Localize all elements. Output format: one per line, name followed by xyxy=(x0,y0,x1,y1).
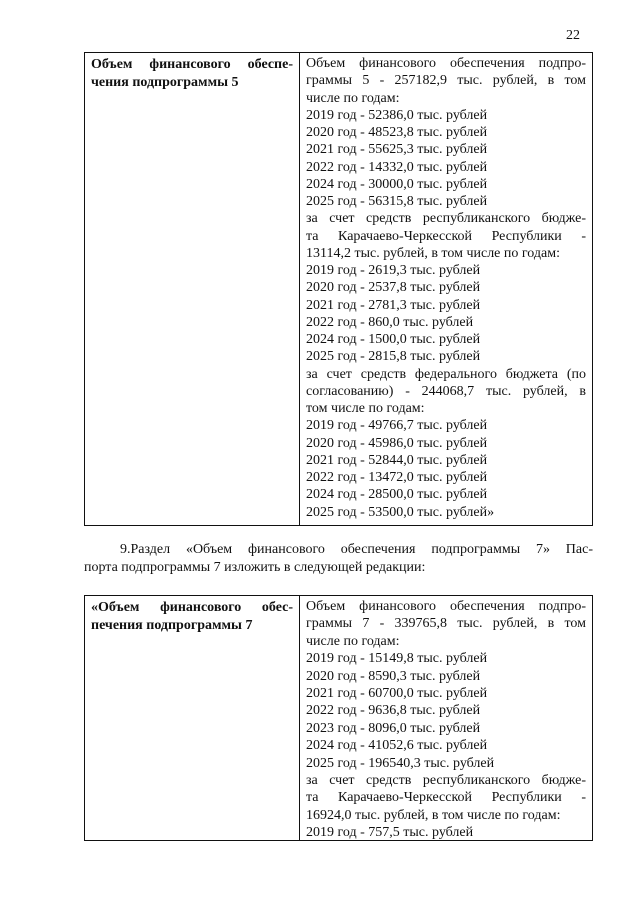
value-line: 2024 год - 30000,0 тыс. рублей xyxy=(306,176,488,192)
value-line: граммы 5 - 257182,9 тыс. рублей, в том xyxy=(306,73,586,89)
value-line: 2025 год - 196540,3 тыс. рублей xyxy=(306,755,495,771)
value-line: 2025 год - 53500,0 тыс. рублей» xyxy=(306,504,495,520)
value-line: 2022 год - 13472,0 тыс. рублей xyxy=(306,470,488,485)
value-line: согласованию) - 244068,7 тыс. рублей, в xyxy=(306,383,586,399)
value-line: 2021 год - 2781,3 тыс. рублей xyxy=(306,297,481,313)
value-line: 2020 год - 48523,8 тыс. рублей xyxy=(306,125,488,140)
value-line: 13114,2 тыс. рублей, в том числе по годам: xyxy=(306,245,560,261)
label-line: чения подпрограммы 5 xyxy=(91,75,239,90)
value-line: 2019 год - 757,5 тыс. рублей xyxy=(306,825,474,841)
value-line: та Карачаево-Черкесской Республики - xyxy=(306,790,586,806)
label-line: «Объем финансового обес- xyxy=(91,600,293,615)
value-line: 2020 год - 8590,3 тыс. рублей xyxy=(306,668,481,684)
value-line: за счет средств федерального бюджета (по xyxy=(306,366,586,382)
value-line: 2024 год - 28500,0 тыс. рублей xyxy=(306,487,488,503)
label-line: Объем финансового обеспе- xyxy=(91,57,293,72)
value-line: 2021 год - 52844,0 тыс. рублей xyxy=(306,452,488,468)
value-line: 2024 год - 1500,0 тыс. рублей xyxy=(306,332,481,347)
funding-table-value-cell xyxy=(300,596,592,840)
value-line: 2020 год - 2537,8 тыс. рублей xyxy=(306,280,481,296)
value-line: 2021 год - 60700,0 тыс. рублей xyxy=(306,685,488,701)
funding-table-label-cell xyxy=(85,596,300,840)
value-line: 2023 год - 8096,0 тыс. рублей xyxy=(306,720,481,736)
value-line: за счет средств республиканского бюдже- xyxy=(306,772,586,788)
amendment-paragraph xyxy=(84,541,593,577)
funding-table-label-cell xyxy=(85,53,300,525)
value-line: Объем финансового обеспечения подпро- xyxy=(306,599,586,614)
value-line: том числе по годам: xyxy=(306,401,425,416)
funding-table-value-cell xyxy=(300,53,592,525)
value-line: граммы 7 - 339765,8 тыс. рублей, в том xyxy=(306,616,586,632)
value-line: числе по годам: xyxy=(306,90,400,106)
value-line: числе по годам: xyxy=(306,633,400,649)
value-line: 2019 год - 15149,8 тыс. рублей xyxy=(306,651,488,667)
value-line: за счет средств республиканского бюдже- xyxy=(306,211,586,227)
funding-table-subprogram-7 xyxy=(84,595,593,841)
value-line: 2020 год - 45986,0 тыс. рублей xyxy=(306,435,488,451)
value-line: 2019 год - 2619,3 тыс. рублей xyxy=(306,263,481,278)
value-line: 2022 год - 14332,0 тыс. рублей xyxy=(306,159,488,175)
value-line: 2022 год - 9636,8 тыс. рублей xyxy=(306,703,481,719)
value-line: 2024 год - 41052,6 тыс. рублей xyxy=(306,738,488,754)
value-line: Объем финансового обеспечения подпро- xyxy=(306,56,586,71)
paragraph-line: порта подпрограммы 7 изложить в следующей редакции: xyxy=(84,560,426,575)
value-line: 2021 год - 55625,3 тыс. рублей xyxy=(306,142,488,158)
value-line: 2019 год - 52386,0 тыс. рублей xyxy=(306,107,488,123)
value-line: 16924,0 тыс. рублей, в том числе по годам: xyxy=(306,807,561,823)
value-line: 2025 год - 56315,8 тыс. рублей xyxy=(306,194,488,209)
value-line: 2025 год - 2815,8 тыс. рублей xyxy=(306,349,481,365)
paragraph-line: 9.Раздел «Объем финансового обеспечения подпрограммы 7» Пас- xyxy=(120,542,593,557)
value-line: 2022 год - 860,0 тыс. рублей xyxy=(306,314,474,330)
funding-table-subprogram-5 xyxy=(84,52,593,526)
page-number: 22 xyxy=(566,28,580,43)
value-line: та Карачаево-Черкесской Республики - xyxy=(306,228,586,244)
value-line: 2019 год - 49766,7 тыс. рублей xyxy=(306,418,488,434)
label-line: печения подпрограммы 7 xyxy=(91,618,253,633)
